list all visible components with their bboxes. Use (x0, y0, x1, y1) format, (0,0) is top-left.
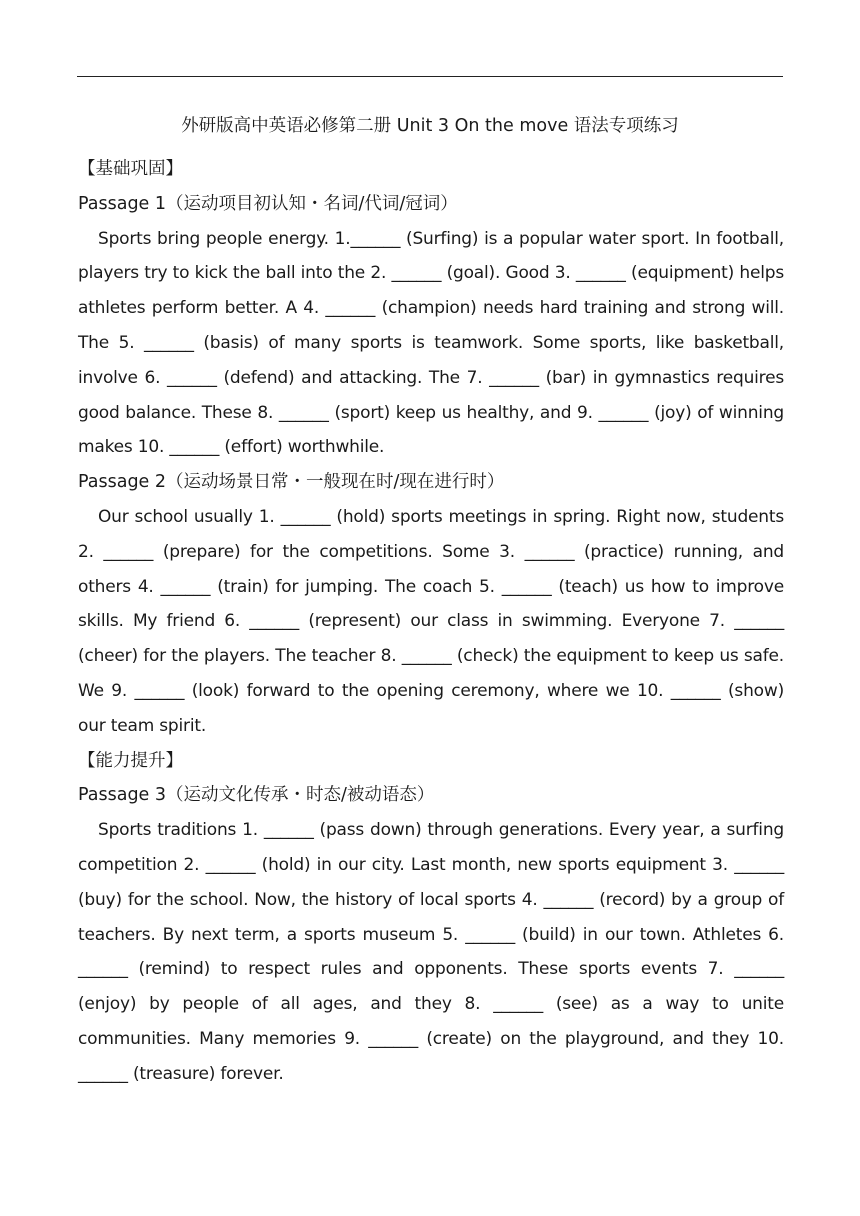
document-content (78, 152, 784, 1092)
passage-3-title: Passage 3（运动文化传承・时态/被动语态） (78, 785, 435, 806)
passage-3-text: Sports traditions 1. ______ (pass down) through generations. Every year, a surfing competition 2. ______ (hold) in our city. Last month, new sports equipment 3. ______ (buy) for the school. Now, the history of local sports 4. ______ (record) by a group of teachers. By next term, a sports museum 5. ______ (build) in our town. Athletes 6. ______ (remind) to respect rules and opponents. These sports events 7. ______ (enjoy) by people of all ages, and they 8. ______ (see) as a way to unite communities. Many memories 9. ______ (create) on the playground, and they 10. ______ (treasure) forever. (78, 820, 784, 1084)
passage-1-title: Passage 1（运动项目初认知・名词/代词/冠词） (78, 193, 458, 214)
passage-2-text: Our school usually 1. ______ (hold) sports meetings in spring. Right now, students 2. ______ (prepare) for the competitions. Some 3. ______ (practice) running, and others 4. ______ (train) for jumping. The coach 5. ______ (teach) us how to improve skills. My friend 6. ______ (represent) our class in swimming. Everyone 7. ______ (cheer) for the players. The teacher 8. ______ (check) the equipment to keep us safe. We 9. ______ (look) forward to the opening ceremony, where we 10. ______ (show) our team spirit. (78, 506, 784, 736)
header-rule (77, 76, 783, 77)
passage-1-text: Sports bring people energy. 1.______ (Surfing) is a popular water sport. In football, players try to kick the ball into the 2. ______ (goal). Good 3. ______ (equipment) helps athletes perform better. A 4. ______ (champion) needs hard training and strong will. The 5. ______ (basis) of many sports is teamwork. Some sports, like basketball, involve 6. ______ (defend) and attacking. The 7. ______ (bar) in gymnastics requires good balance. These 8. ______ (sport) keep us healthy, and 9. ______ (joy) of winning makes 10. ______ (effort) worthwhile. (78, 228, 784, 458)
passage-2-title: Passage 2（运动场景日常・一般现在时/现在进行时） (78, 472, 505, 493)
document-title: 外研版高中英语必修第二册 Unit 3 On the move 语法专项练习 (181, 116, 679, 136)
section-heading-basic: 【基础巩固】 (78, 159, 183, 179)
section-heading-advanced: 【能力提升】 (78, 750, 183, 771)
